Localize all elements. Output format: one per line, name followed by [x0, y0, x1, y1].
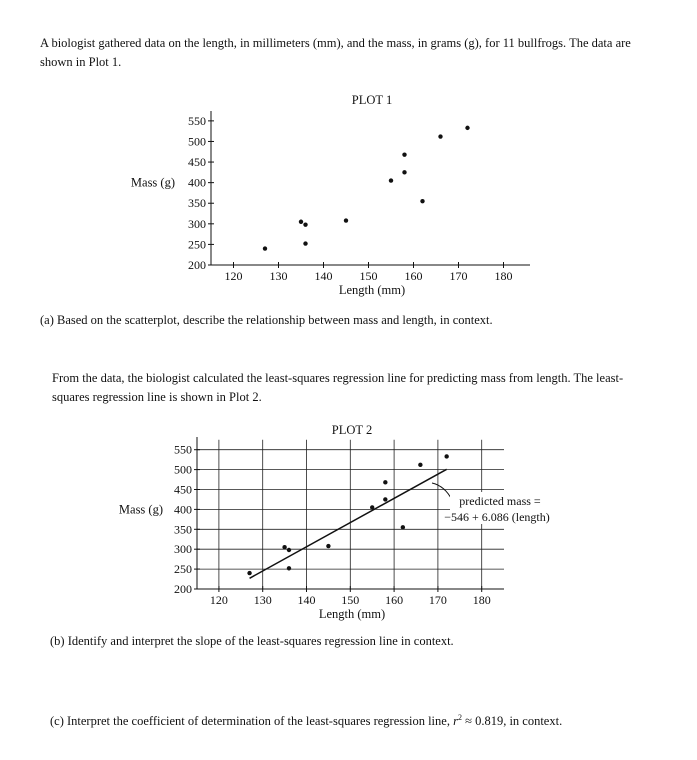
y-tick-label: 350 — [188, 196, 206, 211]
chart-title: PLOT 1 — [351, 93, 393, 107]
y-tick-label: 550 — [188, 113, 206, 128]
y-tick-label: 300 — [188, 216, 206, 231]
y-tick-label: 200 — [174, 582, 192, 596]
x-tick-label: 170 — [428, 593, 447, 607]
intro-paragraph: A biologist gathered data on the length, in millimeters (mm), and the mass, in grams (g), for 11 bullfrogs. The data are shown in Plot 1. — [40, 36, 631, 69]
data-point — [287, 548, 291, 552]
regression-intro-paragraph: From the data, the biologist calculated the least-squares regression line for predicting mass from length. The least-squares regression line is shown in Plot 2. — [52, 371, 624, 404]
x-axis-label: Length (mm) — [318, 607, 386, 621]
y-tick-label: 550 — [174, 442, 192, 457]
y-axis-label: Mass (g) — [130, 175, 175, 190]
data-point — [383, 480, 387, 484]
data-point — [287, 566, 291, 570]
x-axis-label: Length (mm) — [338, 283, 406, 297]
y-tick-label: 400 — [174, 502, 192, 517]
data-point — [370, 505, 374, 509]
data-point — [326, 544, 330, 548]
y-tick-label: 450 — [174, 482, 192, 497]
y-tick-label: 450 — [188, 155, 206, 170]
y-tick-label: 400 — [188, 175, 206, 190]
x-tick-label: 130 — [253, 593, 272, 607]
x-tick-label: 140 — [297, 593, 316, 607]
y-tick-label: 250 — [188, 237, 206, 252]
x-tick-label: 120 — [209, 593, 228, 607]
x-tick-label: 160 — [385, 593, 404, 607]
x-tick-label: 130 — [269, 269, 288, 283]
x-tick-label: 120 — [224, 269, 243, 283]
x-tick-label: 180 — [494, 269, 513, 283]
question-b: (b) Identify and interpret the slope of the least-squares regression line in context. — [50, 634, 454, 648]
x-tick-label: 150 — [341, 593, 360, 607]
chart-title: PLOT 2 — [331, 423, 373, 437]
y-tick-label: 500 — [174, 462, 192, 477]
regression-line — [250, 469, 447, 578]
x-tick-label: 140 — [314, 269, 333, 283]
x-tick-label: 180 — [472, 593, 491, 607]
question-c-text: (c) Interpret the coefficient of determination of the least-squares regression line, — [50, 714, 454, 729]
y-tick-label: 200 — [188, 258, 206, 272]
r-symbol: r — [453, 714, 458, 729]
data-point — [444, 454, 448, 458]
regression-label-line2: −546 + 6.086 (length) — [444, 510, 550, 524]
regression-label-leader — [432, 483, 452, 500]
y-tick-label: 250 — [174, 562, 192, 577]
y-tick-label: 300 — [174, 542, 192, 557]
y-axis-label: Mass (g) — [118, 502, 163, 517]
question-a: (a) Based on the scatterplot, describe the relationship between mass and length, in context. — [40, 313, 493, 327]
x-tick-label: 170 — [449, 269, 468, 283]
data-point — [418, 463, 422, 467]
y-tick-label: 500 — [188, 134, 206, 149]
data-point — [383, 497, 387, 501]
data-point — [247, 571, 251, 575]
data-point — [401, 525, 405, 529]
question-c — [50, 708, 690, 731]
y-tick-label: 350 — [174, 522, 192, 537]
question-c-value: ≈ 0.819, in context. — [461, 714, 563, 729]
data-point — [282, 545, 286, 549]
x-tick-label: 150 — [359, 269, 378, 283]
x-tick-label: 160 — [404, 269, 423, 283]
r-exponent: 2 — [457, 713, 462, 722]
regression-label-line1: predicted mass = — [459, 494, 541, 508]
